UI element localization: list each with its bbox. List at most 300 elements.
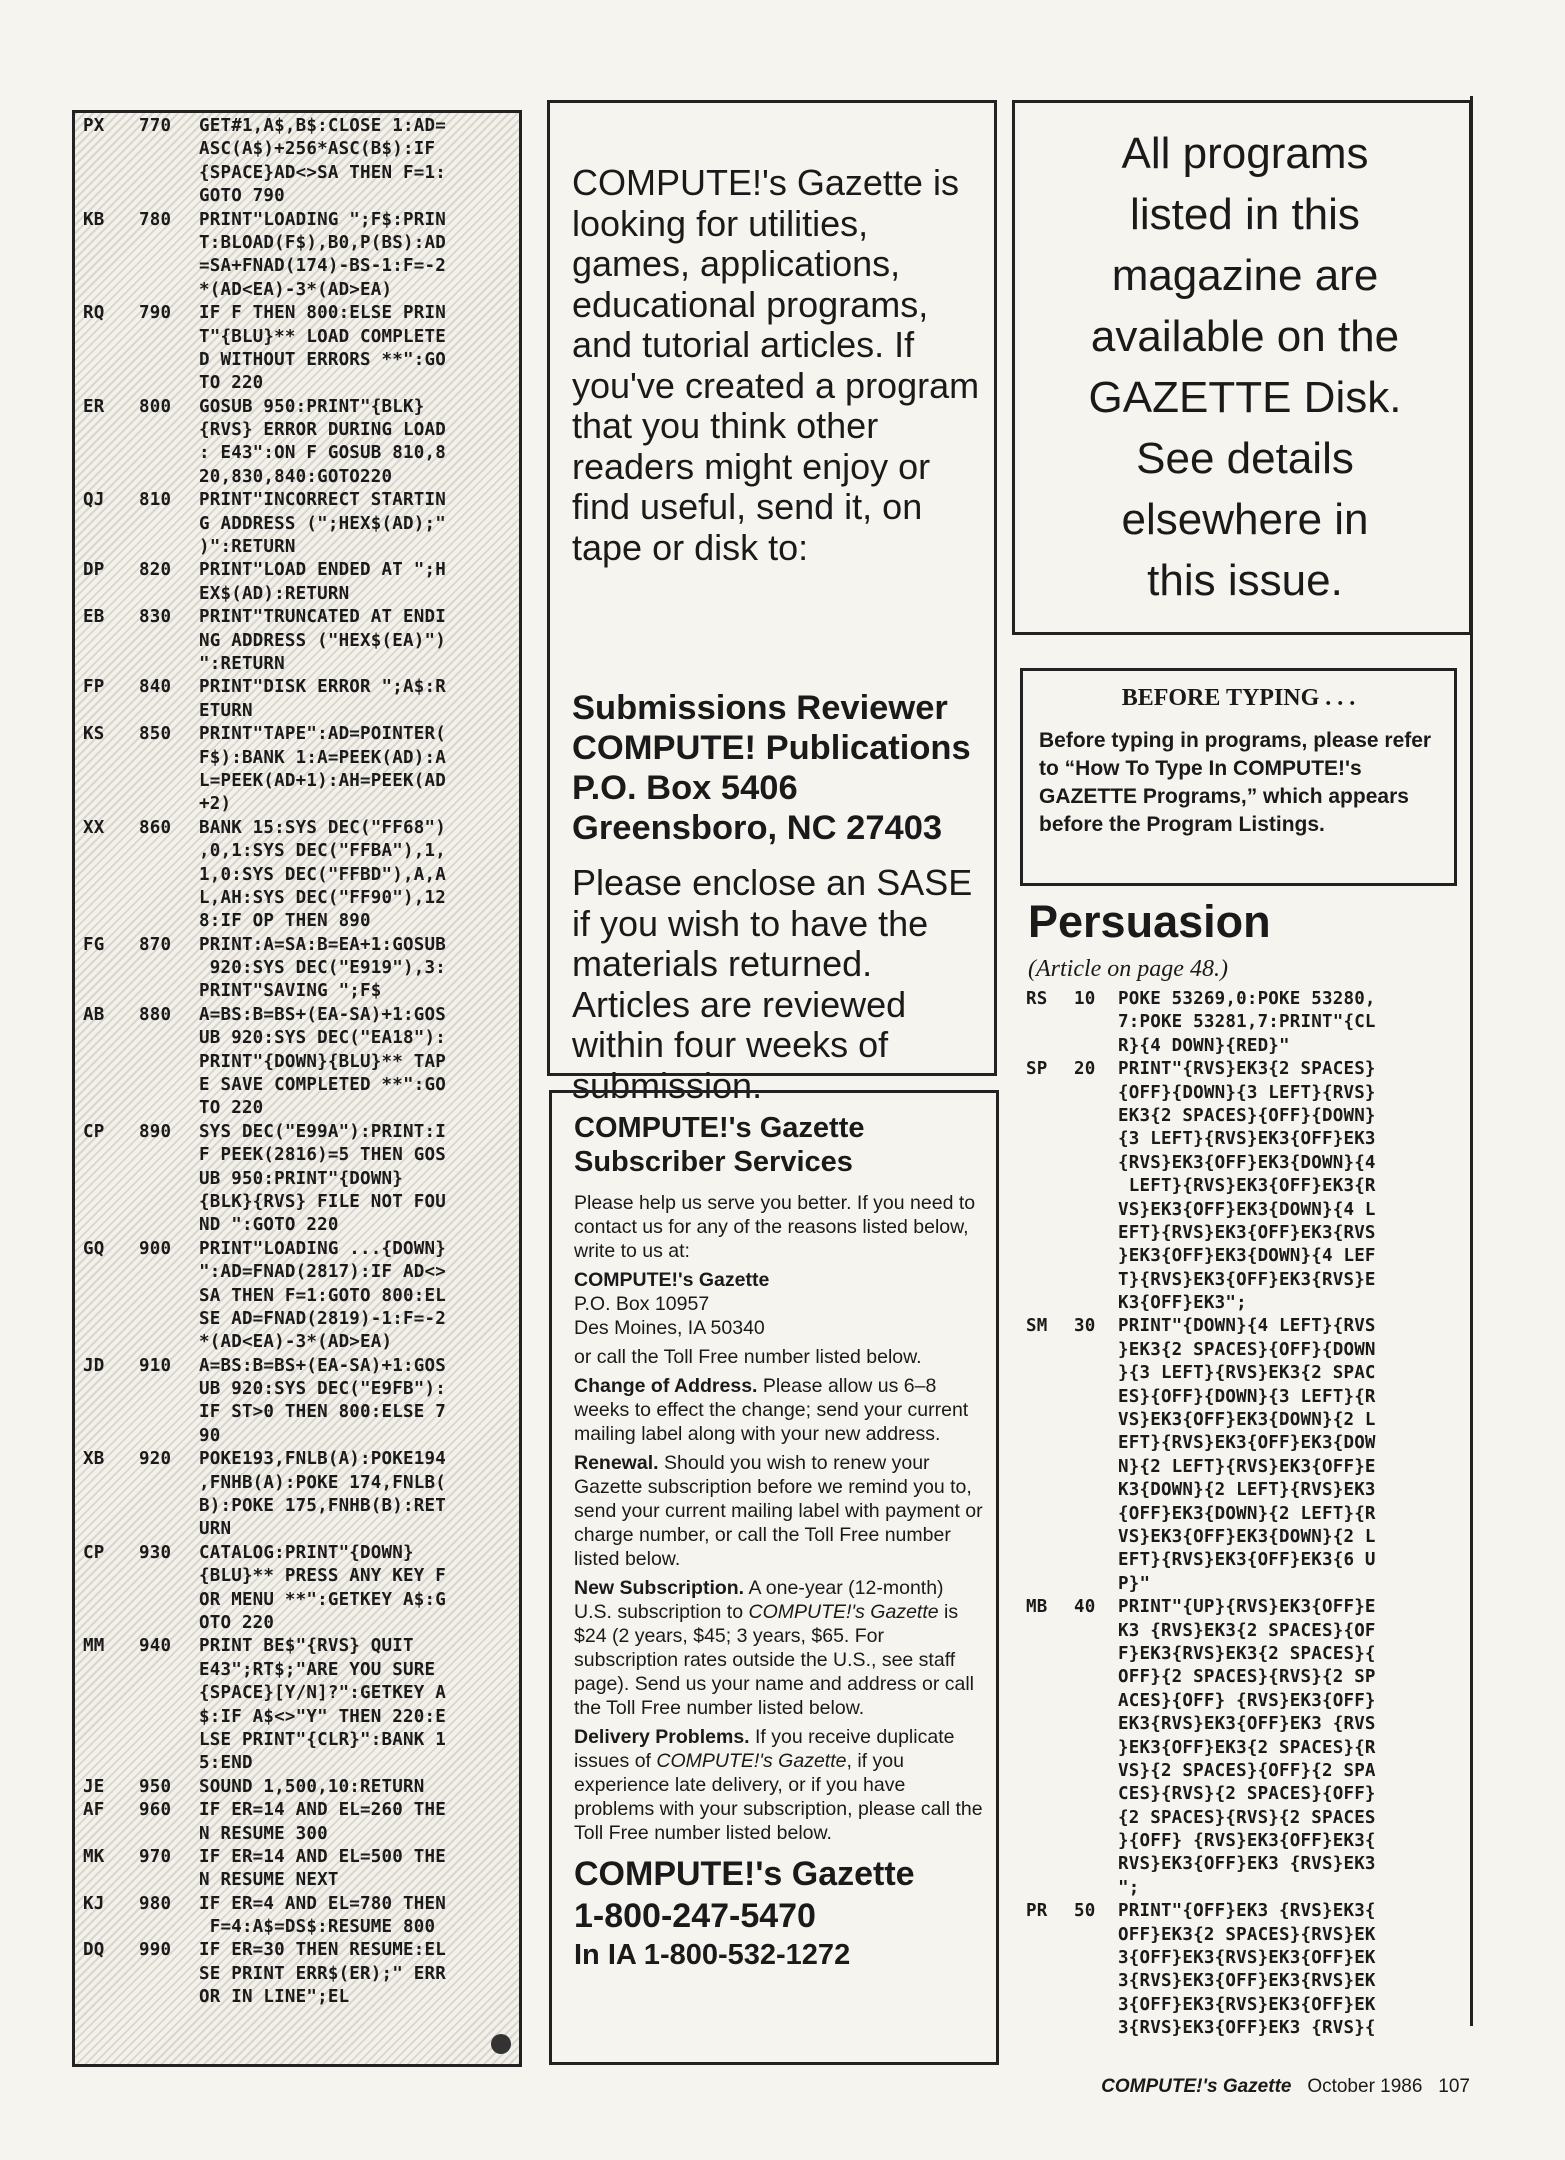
code-text: {RVS} ERROR DURING LOAD bbox=[199, 420, 446, 441]
code-text: IF ER=30 THEN RESUME:EL bbox=[199, 1940, 446, 1961]
code-text: 7:POKE 53281,7:PRINT"{CL bbox=[1118, 1012, 1376, 1033]
code-text: OR MENU **":GETKEY A$:G bbox=[199, 1589, 446, 1610]
code-text: }{3 LEFT}{RVS}EK3{2 SPAC bbox=[1118, 1363, 1376, 1384]
line-number: 830 bbox=[139, 607, 172, 628]
checksum-code: QJ bbox=[83, 490, 105, 511]
code-line bbox=[1026, 1152, 1476, 1175]
checksum-code: XX bbox=[83, 817, 105, 838]
code-line bbox=[83, 1074, 515, 1097]
code-line bbox=[83, 1051, 515, 1074]
code-text: A=BS:B=BS+(EA-SA)+1:GOS bbox=[199, 1355, 446, 1376]
code-line bbox=[1026, 1456, 1476, 1479]
code-text: $:IF A$<>"Y" THEN 220:E bbox=[199, 1706, 446, 1727]
code-text: GET#1,A$,B$:CLOSE 1:AD= bbox=[199, 116, 446, 136]
code-line bbox=[83, 1986, 515, 2009]
end-of-listing-icon bbox=[491, 2034, 511, 2054]
program-listing-left bbox=[72, 110, 522, 2067]
subscriber-services-box bbox=[549, 1090, 999, 2065]
code-line bbox=[1026, 1643, 1476, 1666]
code-text: UB 950:PRINT"{DOWN} bbox=[199, 1168, 403, 1189]
line-number: 30 bbox=[1074, 1316, 1096, 1337]
code-line bbox=[83, 1752, 515, 1775]
checksum-code: PX bbox=[83, 116, 105, 136]
code-text: PRINT"TAPE":AD=POINTER( bbox=[199, 724, 446, 745]
submissions-intro: COMPUTE!'s Gazette is looking for utilities, games, applications, educational programs, and tutorial articles. If you've created a program that you think other readers might enjoy or find useful, send it, on tape or disk to: bbox=[572, 162, 980, 568]
code-line bbox=[1026, 1105, 1476, 1128]
code-text: PRINT"DISK ERROR ";A$:R bbox=[199, 677, 446, 698]
code-text: )":RETURN bbox=[199, 537, 296, 558]
code-text: IF ER=14 AND EL=500 THE bbox=[199, 1846, 446, 1867]
code-text: EFT}{RVS}EK3{OFF}EK3{RVS bbox=[1118, 1222, 1376, 1243]
code-line bbox=[1026, 1994, 1476, 2017]
code-line bbox=[1026, 1970, 1476, 1993]
code-line bbox=[83, 279, 515, 302]
code-text: {OFF}EK3{DOWN}{2 LEFT}{R bbox=[1118, 1503, 1376, 1524]
line-number: 810 bbox=[139, 490, 172, 511]
code-text: SOUND 1,500,10:RETURN bbox=[199, 1776, 425, 1797]
code-line bbox=[83, 1191, 515, 1214]
code-line bbox=[83, 1776, 515, 1799]
line-number: 820 bbox=[139, 560, 172, 581]
code-text: 920:SYS DEC("E919"),3: bbox=[199, 958, 446, 979]
code-line bbox=[1026, 1339, 1476, 1362]
code-line bbox=[83, 1495, 515, 1518]
code-line bbox=[1026, 1386, 1476, 1409]
code-text: SYS DEC("E99A"):PRINT:I bbox=[199, 1121, 446, 1142]
line-number: 960 bbox=[139, 1800, 172, 1821]
checksum-code: MK bbox=[83, 1846, 105, 1867]
code-line bbox=[83, 1472, 515, 1495]
code-line bbox=[1026, 1853, 1476, 1876]
checksum-code: FP bbox=[83, 677, 105, 698]
code-text: ASC(A$)+256*ASC(B$):IF bbox=[199, 139, 436, 160]
code-line bbox=[83, 1682, 515, 1705]
code-line bbox=[1026, 1058, 1476, 1081]
code-line bbox=[83, 1027, 515, 1050]
code-text: 5:END bbox=[199, 1753, 253, 1774]
code-text: "; bbox=[1118, 1877, 1140, 1898]
code-line bbox=[83, 1448, 515, 1471]
code-line bbox=[83, 1238, 515, 1261]
before-typing-box bbox=[1020, 668, 1457, 886]
code-text: *(AD<EA)-3*(AD>EA) bbox=[199, 279, 393, 300]
code-text: 8:IF OP THEN 890 bbox=[199, 911, 371, 932]
code-text: L,AH:SYS DEC("FF90"),12 bbox=[199, 887, 446, 908]
code-line bbox=[83, 1869, 515, 1892]
line-number: 790 bbox=[139, 303, 172, 324]
checksum-code: SP bbox=[1026, 1059, 1048, 1080]
checksum-code: DP bbox=[83, 560, 105, 581]
code-text: N RESUME NEXT bbox=[199, 1870, 339, 1891]
code-text: }EK3{2 SPACES}{OFF}{DOWN bbox=[1118, 1339, 1376, 1360]
article-reference: (Article on page 48.) bbox=[1028, 956, 1228, 982]
line-number: 910 bbox=[139, 1355, 172, 1376]
code-line bbox=[1026, 1666, 1476, 1689]
code-line bbox=[83, 700, 515, 723]
code-line bbox=[1026, 1690, 1476, 1713]
code-line bbox=[83, 185, 515, 208]
checksum-code: KJ bbox=[83, 1893, 105, 1914]
code-line bbox=[83, 1168, 515, 1191]
code-line bbox=[1026, 1479, 1476, 1502]
checksum-code: FG bbox=[83, 934, 105, 955]
code-text: E SAVE COMPLETED **":GO bbox=[199, 1075, 446, 1096]
code-line bbox=[83, 1121, 515, 1144]
line-number: 20 bbox=[1074, 1059, 1096, 1080]
phone-main: 1-800-247-5470 bbox=[574, 1897, 816, 1935]
code-text: PRINT"{RVS}EK3{2 SPACES} bbox=[1118, 1059, 1376, 1080]
code-text: PRINT"LOAD ENDED AT ";H bbox=[199, 560, 446, 581]
code-text: BANK 15:SYS DEC("FF68") bbox=[199, 817, 446, 838]
code-text: ETURN bbox=[199, 700, 253, 721]
disk-note: All programs listed in this magazine are available on the GAZETTE Disk. See details elsewhere in this issue. bbox=[1088, 129, 1402, 605]
code-text: G ADDRESS (";HEX$(AD);" bbox=[199, 513, 446, 534]
checksum-code: CP bbox=[83, 1542, 105, 1563]
code-line bbox=[83, 606, 515, 629]
line-number: 10 bbox=[1074, 989, 1096, 1009]
code-text: ":AD=FNAD(2817):IF AD<> bbox=[199, 1262, 446, 1283]
code-line bbox=[1026, 1807, 1476, 1830]
line-number: 990 bbox=[139, 1940, 172, 1961]
code-text: VS}EK3{OFF}EK3{DOWN}{4 L bbox=[1118, 1199, 1376, 1220]
code-text: T:BLOAD(F$),B0,P(BS):AD bbox=[199, 232, 446, 253]
code-line bbox=[83, 442, 515, 465]
code-line bbox=[83, 864, 515, 887]
code-text: T"{BLU}** LOAD COMPLETE bbox=[199, 326, 446, 347]
line-number: 850 bbox=[139, 724, 172, 745]
checksum-code: GQ bbox=[83, 1238, 105, 1259]
code-text: OFF}{2 SPACES}{RVS}{2 SP bbox=[1118, 1667, 1376, 1688]
code-line bbox=[83, 770, 515, 793]
code-line bbox=[83, 747, 515, 770]
code-line bbox=[1026, 2017, 1476, 2040]
services-address: COMPUTE!'s Gazette P.O. Box 10957 Des Moines, IA 50340 bbox=[574, 1269, 770, 1339]
code-line bbox=[83, 1589, 515, 1612]
code-text: ":RETURN bbox=[199, 653, 285, 674]
code-text: F PEEK(2816)=5 THEN GOS bbox=[199, 1145, 446, 1166]
code-line bbox=[83, 1425, 515, 1448]
page-footer bbox=[1101, 2076, 1470, 2098]
before-typing-body: Before typing in programs, please refer to “How To Type In COMPUTE!'s GAZETTE Programs,” which appears before the Program Listings. bbox=[1039, 729, 1432, 836]
checksum-code: CP bbox=[83, 1121, 105, 1142]
code-line bbox=[83, 1963, 515, 1986]
code-line bbox=[1026, 1760, 1476, 1783]
code-text: F$):BANK 1:A=PEEK(AD):A bbox=[199, 747, 446, 768]
code-text: T}{RVS}EK3{OFF}EK3{RVS}E bbox=[1118, 1269, 1376, 1290]
address-line: P.O. Box 5406 bbox=[572, 769, 798, 807]
code-text: VS}{2 SPACES}{OFF}{2 SPA bbox=[1118, 1760, 1376, 1781]
code-line bbox=[83, 1612, 515, 1635]
code-line bbox=[1026, 1526, 1476, 1549]
code-line bbox=[83, 1285, 515, 1308]
line-number: 950 bbox=[139, 1776, 172, 1797]
code-line bbox=[1026, 1409, 1476, 1432]
code-text: SA THEN F=1:GOTO 800:EL bbox=[199, 1285, 446, 1306]
submissions-sase: Please enclose an SASE if you wish to have the materials returned. Articles are reviewed within four weeks of submission. bbox=[572, 862, 973, 1106]
code-text: CATALOG:PRINT"{DOWN} bbox=[199, 1542, 414, 1563]
line-number: 930 bbox=[139, 1542, 172, 1563]
code-text: IF F THEN 800:ELSE PRIN bbox=[199, 303, 446, 324]
code-line bbox=[83, 536, 515, 559]
article-title: Persuasion bbox=[1028, 896, 1271, 947]
code-text: TO 220 bbox=[199, 373, 264, 394]
code-line bbox=[83, 1214, 515, 1237]
page-number: 107 bbox=[1438, 2076, 1470, 2097]
delivery-problems: Delivery Problems. If you receive duplicate issues of COMPUTE!'s Gazette, if you experience late delivery, or if you have problems with your subscription, please call the Toll Free number listed below. bbox=[574, 1726, 983, 1844]
code-text: OR IN LINE";EL bbox=[199, 1987, 350, 2008]
code-text: POKE 53269,0:POKE 53280, bbox=[1118, 989, 1376, 1009]
code-text: *(AD<EA)-3*(AD>EA) bbox=[199, 1332, 393, 1353]
code-line bbox=[83, 887, 515, 910]
change-of-address: Change of Address. Please allow us 6–8 weeks to effect the change; send your current mailing label along with your new address. bbox=[574, 1375, 969, 1445]
code-line bbox=[83, 1401, 515, 1424]
code-line bbox=[83, 1518, 515, 1541]
code-text: ND ":GOTO 220 bbox=[199, 1215, 339, 1236]
code-line bbox=[83, 419, 515, 442]
code-line bbox=[1026, 1924, 1476, 1947]
checksum-code: RS bbox=[1026, 989, 1048, 1009]
services-tollfree-note: or call the Toll Free number listed below. bbox=[574, 1346, 922, 1368]
code-text: OTO 220 bbox=[199, 1613, 275, 1633]
code-text: N}{2 LEFT}{RVS}EK3{OFF}E bbox=[1118, 1456, 1376, 1477]
code-text: R}{4 DOWN}{RED}" bbox=[1118, 1035, 1290, 1056]
code-text: GOTO 790 bbox=[199, 186, 285, 207]
code-line bbox=[83, 630, 515, 653]
code-text: F=4:A$=DS$:RESUME 800 bbox=[199, 1917, 436, 1938]
code-text: NG ADDRESS ("HEX$(EA)") bbox=[199, 630, 446, 651]
code-line bbox=[83, 1706, 515, 1729]
code-text: UB 920:SYS DEC("E9FB"): bbox=[199, 1379, 446, 1400]
checksum-code: SM bbox=[1026, 1316, 1048, 1337]
code-text: PRINT"{OFF}EK3 {RVS}EK3{ bbox=[1118, 1901, 1376, 1922]
code-line bbox=[1026, 1082, 1476, 1105]
line-number: 870 bbox=[139, 934, 172, 955]
line-number: 970 bbox=[139, 1846, 172, 1867]
code-line bbox=[83, 653, 515, 676]
code-text: {BLK}{RVS} FILE NOT FOU bbox=[199, 1191, 446, 1212]
code-line bbox=[83, 1378, 515, 1401]
code-line bbox=[83, 1799, 515, 1822]
code-text: OFF}EK3{2 SPACES}{RVS}EK bbox=[1118, 1924, 1376, 1945]
checksum-code: DQ bbox=[83, 1940, 105, 1961]
code-line bbox=[1026, 1222, 1476, 1245]
code-line bbox=[1026, 1292, 1476, 1315]
code-line bbox=[83, 1659, 515, 1682]
code-line bbox=[83, 162, 515, 185]
code-line bbox=[1026, 1596, 1476, 1619]
code-line bbox=[83, 676, 515, 699]
code-line bbox=[1026, 1362, 1476, 1385]
phone-title: COMPUTE!'s Gazette bbox=[574, 1855, 915, 1893]
code-text: PRINT BE$"{RVS} QUIT bbox=[199, 1636, 414, 1657]
code-text: 3{RVS}EK3{OFF}EK3 {RVS}{ bbox=[1118, 2018, 1376, 2039]
code-text: TO 220 bbox=[199, 1098, 264, 1119]
code-text: {3 LEFT}{RVS}EK3{OFF}EK3 bbox=[1118, 1129, 1376, 1150]
code-text: }{OFF} {RVS}EK3{OFF}EK3{ bbox=[1118, 1831, 1376, 1852]
code-line bbox=[83, 1565, 515, 1588]
code-line bbox=[83, 232, 515, 255]
code-line bbox=[83, 1542, 515, 1565]
submissions-address bbox=[572, 688, 982, 848]
code-line bbox=[1026, 1947, 1476, 1970]
code-text: 3{OFF}EK3{RVS}EK3{OFF}EK bbox=[1118, 1948, 1376, 1969]
code-line bbox=[1026, 1432, 1476, 1455]
code-line bbox=[1026, 1620, 1476, 1643]
code-line bbox=[83, 466, 515, 489]
code-line bbox=[1026, 1175, 1476, 1198]
code-text: : E43":ON F GOSUB 810,8 bbox=[199, 443, 446, 464]
code-line bbox=[1026, 1877, 1476, 1900]
code-text: L=PEEK(AD+1):AH=PEEK(AD bbox=[199, 770, 446, 791]
code-line bbox=[83, 1331, 515, 1354]
code-text: PRINT"{UP}{RVS}EK3{OFF}E bbox=[1118, 1597, 1376, 1618]
address-line: COMPUTE! Publications bbox=[572, 729, 971, 767]
line-number: 780 bbox=[139, 209, 172, 230]
code-text: {SPACE}AD<>SA THEN F=1: bbox=[199, 162, 446, 183]
line-number: 890 bbox=[139, 1121, 172, 1142]
submissions-box bbox=[547, 100, 997, 1106]
code-text: EK3{RVS}EK3{OFF}EK3 {RVS bbox=[1118, 1714, 1376, 1735]
code-line bbox=[83, 513, 515, 536]
code-text: EFT}{RVS}EK3{OFF}EK3{DOW bbox=[1118, 1433, 1376, 1454]
checksum-code: PR bbox=[1026, 1901, 1048, 1922]
line-number: 940 bbox=[139, 1636, 172, 1657]
code-line bbox=[83, 209, 515, 232]
code-line bbox=[1026, 1128, 1476, 1151]
code-text: 90 bbox=[199, 1425, 221, 1446]
code-text: A=BS:B=BS+(EA-SA)+1:GOS bbox=[199, 1004, 446, 1025]
code-line bbox=[1026, 1573, 1476, 1596]
code-line bbox=[83, 559, 515, 582]
code-text: CES}{RVS}{2 SPACES}{OFF} bbox=[1118, 1784, 1376, 1805]
code-line bbox=[83, 1729, 515, 1752]
code-text: P}" bbox=[1118, 1573, 1151, 1594]
code-text: ,FNHB(A):POKE 174,FNLB( bbox=[199, 1472, 446, 1493]
code-line bbox=[83, 138, 515, 161]
code-text: POKE193,FNLB(A):POKE194 bbox=[199, 1449, 446, 1470]
code-line bbox=[83, 1097, 515, 1120]
code-text: EFT}{RVS}EK3{OFF}EK3{6 U bbox=[1118, 1550, 1376, 1571]
code-text: PRINT"LOADING ";F$:PRIN bbox=[199, 209, 446, 230]
code-line bbox=[83, 1939, 515, 1962]
checksum-code: ER bbox=[83, 396, 105, 417]
code-line bbox=[83, 583, 515, 606]
code-line bbox=[83, 793, 515, 816]
code-text: PRINT"SAVING ";F$ bbox=[199, 981, 382, 1002]
code-text: N RESUME 300 bbox=[199, 1823, 328, 1844]
code-text: SE AD=FNAD(2819)-1:F=-2 bbox=[199, 1308, 446, 1329]
code-line bbox=[1026, 1900, 1476, 1923]
code-line bbox=[1026, 1737, 1476, 1760]
checksum-code: RQ bbox=[83, 303, 105, 324]
line-number: 980 bbox=[139, 1893, 172, 1914]
code-text: 3{OFF}EK3{RVS}EK3{OFF}EK bbox=[1118, 1994, 1376, 2015]
phone-ia: In IA 1-800-532-1272 bbox=[574, 1939, 851, 1971]
code-text: PRINT:A=SA:B=EA+1:GOSUB bbox=[199, 934, 446, 955]
line-number: 800 bbox=[139, 396, 172, 417]
code-line bbox=[1026, 1011, 1476, 1034]
code-line bbox=[1026, 1245, 1476, 1268]
code-line bbox=[1026, 1503, 1476, 1526]
code-line bbox=[83, 255, 515, 278]
code-text: LSE PRINT"{CLR}":BANK 1 bbox=[199, 1729, 446, 1750]
code-line bbox=[83, 115, 515, 138]
code-text: GOSUB 950:PRINT"{BLK} bbox=[199, 396, 425, 417]
code-text: ES}{OFF}{DOWN}{3 LEFT}{R bbox=[1118, 1386, 1376, 1407]
code-line bbox=[83, 957, 515, 980]
address-line: Greensboro, NC 27403 bbox=[572, 809, 943, 847]
code-text: PRINT"LOADING ...{DOWN} bbox=[199, 1238, 446, 1259]
code-text: 3{RVS}EK3{OFF}EK3{RVS}EK bbox=[1118, 1971, 1376, 1992]
code-text: }EK3{OFF}EK3{2 SPACES}{R bbox=[1118, 1737, 1376, 1758]
code-text: PRINT"INCORRECT STARTIN bbox=[199, 490, 446, 511]
code-text: {SPACE}[Y/N]?":GETKEY A bbox=[199, 1683, 446, 1704]
checksum-code: MB bbox=[1026, 1597, 1048, 1618]
line-number: 880 bbox=[139, 1004, 172, 1025]
code-line bbox=[83, 910, 515, 933]
code-line bbox=[83, 1004, 515, 1027]
services-title: COMPUTE!'s Gazette Subscriber Services bbox=[574, 1112, 865, 1178]
code-line bbox=[83, 840, 515, 863]
code-text: }EK3{OFF}EK3{DOWN}{4 LEF bbox=[1118, 1246, 1376, 1267]
code-text: {OFF}{DOWN}{3 LEFT}{RVS} bbox=[1118, 1082, 1376, 1103]
code-text: 20,830,840:GOTO220 bbox=[199, 466, 393, 487]
code-text: VS}EK3{OFF}EK3{DOWN}{2 L bbox=[1118, 1526, 1376, 1547]
code-line bbox=[1026, 1035, 1476, 1058]
code-text: PRINT"TRUNCATED AT ENDI bbox=[199, 607, 446, 628]
code-text: URN bbox=[199, 1519, 232, 1540]
code-text: IF ST>0 THEN 800:ELSE 7 bbox=[199, 1402, 446, 1423]
code-text: EK3{2 SPACES}{OFF}{DOWN} bbox=[1118, 1105, 1376, 1126]
code-line bbox=[83, 326, 515, 349]
code-text: ,0,1:SYS DEC("FFBA"),1, bbox=[199, 841, 446, 862]
checksum-code: XB bbox=[83, 1449, 105, 1470]
code-text: +2) bbox=[199, 794, 232, 815]
code-line bbox=[83, 1916, 515, 1939]
footer-date: October 1986 bbox=[1307, 2076, 1423, 2097]
code-line bbox=[83, 302, 515, 325]
code-line bbox=[83, 817, 515, 840]
checksum-code: KB bbox=[83, 209, 105, 230]
listing-lines bbox=[83, 115, 515, 2010]
code-line bbox=[1026, 1783, 1476, 1806]
code-line bbox=[1026, 1315, 1476, 1338]
new-subscription: New Subscription. A one-year (12-month) U.S. subscription to COMPUTE!'s Gazette is $24 (2 years, $45; 3 years, $65. For subscription rates outside the U.S., see staff page). Send us your name and address or call the Toll Free number listed below. bbox=[574, 1577, 974, 1719]
code-text: E43";RT$;"ARE YOU SURE bbox=[199, 1659, 436, 1680]
code-text: SE PRINT ERR$(ER);" ERR bbox=[199, 1963, 446, 1984]
checksum-code: AB bbox=[83, 1004, 105, 1025]
code-line bbox=[1026, 1269, 1476, 1292]
code-line bbox=[83, 1355, 515, 1378]
code-line bbox=[83, 1635, 515, 1658]
code-line bbox=[83, 372, 515, 395]
services-intro: Please help us serve you better. If you need to contact us for any of the reasons listed below, write to us at: bbox=[574, 1192, 976, 1262]
code-line bbox=[1026, 988, 1476, 1011]
code-line bbox=[83, 489, 515, 512]
code-text: ACES}{OFF} {RVS}EK3{OFF} bbox=[1118, 1690, 1376, 1711]
code-text: PRINT"{DOWN}{BLU}** TAP bbox=[199, 1051, 446, 1072]
line-number: 40 bbox=[1074, 1597, 1096, 1618]
code-text: F}EK3{RVS}EK3{2 SPACES}{ bbox=[1118, 1643, 1376, 1664]
code-text: IF ER=14 AND EL=260 THE bbox=[199, 1800, 446, 1821]
code-text: K3 {RVS}EK3{2 SPACES}{OF bbox=[1118, 1620, 1376, 1641]
code-text: D WITHOUT ERRORS **":GO bbox=[199, 349, 446, 370]
code-line bbox=[1026, 1830, 1476, 1853]
code-line bbox=[83, 980, 515, 1003]
code-text: 1,0:SYS DEC("FFBD"),A,A bbox=[199, 864, 446, 885]
code-text: PRINT"{DOWN}{4 LEFT}{RVS bbox=[1118, 1316, 1376, 1337]
checksum-code: MM bbox=[83, 1636, 105, 1657]
